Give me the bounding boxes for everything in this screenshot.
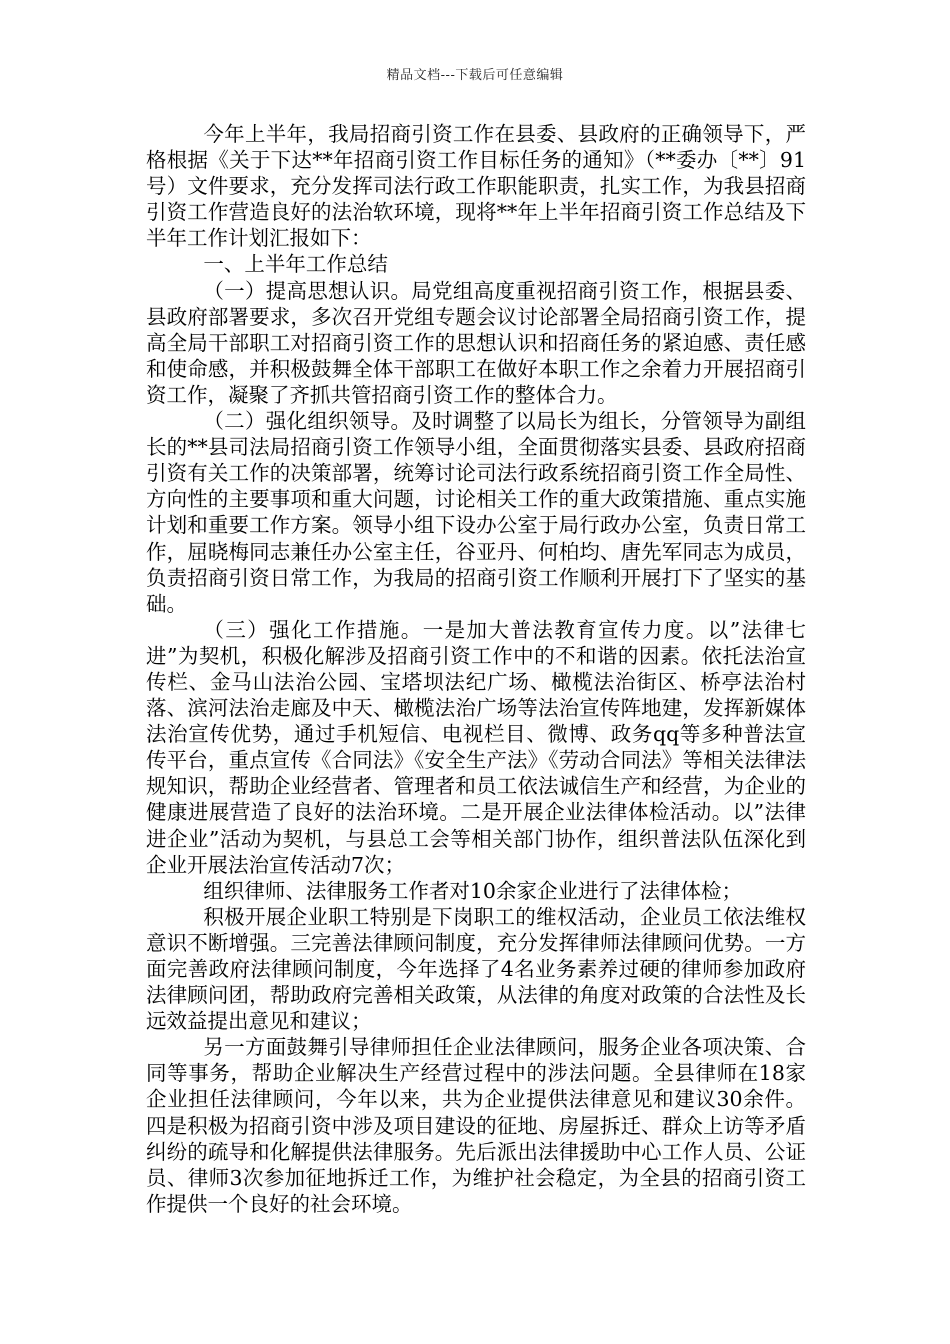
intro-paragraph: 今年上半年，我局招商引资工作在县委、县政府的正确领导下，严格根据《关于下达**年招商引资工作目标任务的通知》（**委办〔**〕91号）文件要求，充分发挥司法行政工作职能职责，扎实工作，为我县招商引资工作营造良好的法治软环境，现将**年上半年招商引资工作总结及下半年工作计划汇报如下： bbox=[146, 122, 806, 251]
paragraph-rights: 积极开展企业职工特别是下岗职工的维权活动，企业员工依法维权意识不断增强。三完善法律顾问制度，充分发挥律师法律顾问优势。一方面完善政府法律顾问制度，今年选择了4名业务素养过硬的律师参加政府法律顾问团，帮助政府完善相关政策，从法律的角度对政策的合法性及长远效益提出意见和建议； bbox=[146, 904, 806, 1034]
document-body bbox=[146, 121, 806, 1217]
section-heading: 一、上半年工作总结 bbox=[203, 252, 388, 277]
paragraph-advisors: 另一方面鼓舞引导律师担任企业法律顾问，服务企业各项决策、合同等事务，帮助企业解决生产经营过程中的涉法问题。全县律师在18家企业担任法律顾问，今年以来，共为企业提供法律意见和建议30余件。四是积极为招商引资中涉及项目建设的征地、房屋拆迁、群众上访等矛盾纠纷的疏导和化解提供法律服务。先后派出法律援助中心工作人员、公证员、律师3次参加征地拆迁工作，为维护社会稳定，为全县的招商引资工作提供一个良好的社会环境。 bbox=[146, 1035, 806, 1216]
paragraph-leadership: （二）强化组织领导。及时调整了以局长为组长，分管领导为副组长的**县司法局招商引资工作领导小组，全面贯彻落实县委、县政府招商引资有关工作的决策部署，统筹讨论司法行政系统招商引资工作全局性、方向性的主要事项和重大问题，讨论相关工作的重大政策措施、重点实施计划和重要工作方案。领导小组下设办公室于局行政办公室，负责日常工作，屈晓梅同志兼任办公室主任，谷亚丹、何柏均、唐先军同志为成员，负责招商引资日常工作，为我局的招商引资工作顺利开展打下了坚实的基础。 bbox=[146, 409, 806, 616]
page-header: 精品文档---下载后可任意编辑 bbox=[386, 68, 564, 83]
paragraph-lawyer-checkup: 组织律师、法律服务工作者对10余家企业进行了法律体检； bbox=[203, 878, 742, 903]
paragraph-measures: （三）强化工作措施。一是加大普法教育宣传力度。以”法律七进”为契机，积极化解涉及招商引资工作中的不和谐的因素。依托法治宣传栏、金马山法治公园、宝塔坝法纪广场、橄榄法治街区、桥亭法治村落、滨河法治走廊及中天、橄榄法治广场等法治宣传阵地建，发挥新媒体法治宣传优势，通过手机短信、电视栏目、微博、政务qq等多种普法宣传平台，重点宣传《合同法》《安全生产法》《劳动合同法》等相关法律法规知识，帮助企业经营者、管理者和员工依法诚信生产和经营，为企业的健康进展营造了良好的法治环境。二是开展企业法律体检活动。以”法律进企业”活动为契机，与县总工会等相关部门协作，组织普法队伍深化到企业开展法治宣传活动7次； bbox=[146, 617, 806, 877]
paragraph-thinking: （一）提高思想认识。局党组高度重视招商引资工作，根据县委、县政府部署要求，多次召开党组专题会议讨论部署全局招商引资工作，提高全局干部职工对招商引资工作的思想认识和招商任务的紧迫感、责任感和使命感，并积极鼓舞全体干部职工在做好本职工作之余着力开展招商引资工作，凝聚了齐抓共管招商引资工作的整体合力。 bbox=[146, 278, 806, 407]
